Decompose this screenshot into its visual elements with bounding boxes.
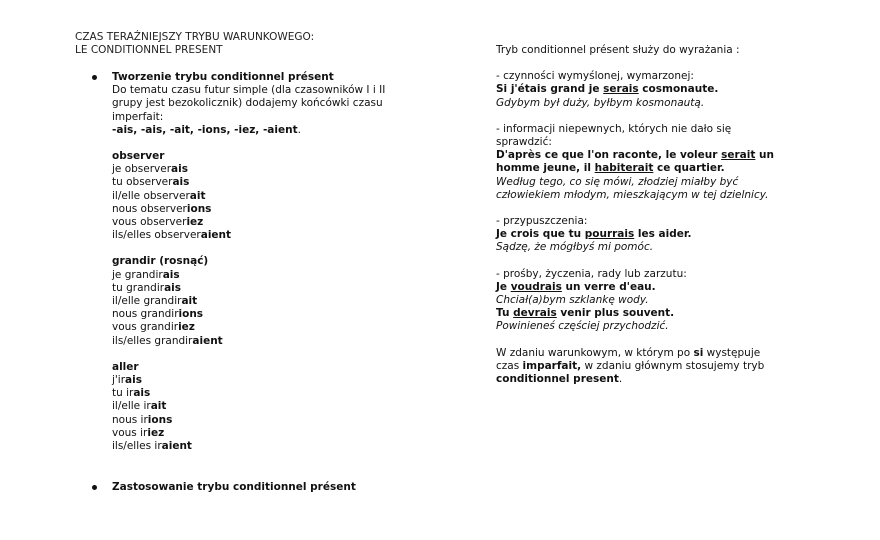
conjugation-row xyxy=(112,427,435,440)
usage-intro: Tryb conditionnel présent służy do wyrażania : xyxy=(496,44,740,56)
conjugation-stem: ils/elles observer xyxy=(112,229,201,242)
conjugation-stem: nous ir xyxy=(112,413,148,426)
conjugation-ending: aient xyxy=(200,229,232,242)
conjugation-row xyxy=(112,440,435,453)
conjugation-stem: il/elle ir xyxy=(112,400,151,413)
conjugation-row xyxy=(112,216,435,229)
conjugation-ending: ais xyxy=(162,268,180,281)
formation-text-line-2: grupy jest bezokolicznik) dodajemy końcówki czasu xyxy=(112,97,383,110)
conjugation-stem: tu observer xyxy=(112,176,173,189)
usage-2-label-line-2: sprawdzić: xyxy=(496,136,552,149)
usage-3-translation-pl: Sądzę, że mógłbyś mi pomóc. xyxy=(496,241,654,254)
bullet-usage xyxy=(75,481,435,494)
bullet-dot-icon xyxy=(92,75,97,80)
endings-period: . xyxy=(297,123,301,136)
conjugation-stem: vous grandir xyxy=(112,321,179,334)
conjugation-ending: aient xyxy=(192,334,223,347)
conjugation-ending: aient xyxy=(161,440,192,453)
underlined-verb: habiterait xyxy=(594,162,654,175)
conjugation-row xyxy=(112,269,435,282)
formation-text-line-1: Do tematu czasu futur simple (dla czasowników I i II xyxy=(112,84,386,97)
conjugation-row xyxy=(112,229,435,242)
conjugation-ending: ais xyxy=(164,281,182,294)
underlined-verb: serait xyxy=(721,149,756,162)
left-column xyxy=(75,31,435,494)
usage-4-translation-pl-1: Chciał(a)bym szklankę wody. xyxy=(496,294,649,307)
conjugation-ending: ais xyxy=(125,374,142,387)
usage-2-example-fr-line-1: D'après ce que l'on raconte, le voleur serait un xyxy=(496,149,774,162)
conjugation-row xyxy=(112,400,435,413)
conjugation-tables xyxy=(75,137,435,453)
usage-2-translation-pl-line-1: Według tego, co się mówi, złodziej miałby być xyxy=(496,175,739,188)
bullet-formation-title: Tworzenie trybu conditionnel présent xyxy=(112,71,334,83)
conjugation-stem: nous grandir xyxy=(112,308,179,321)
usage-1-label: - czynności wymyślonej, wymarzonej: xyxy=(496,70,694,83)
conjugation-stem: tu ir xyxy=(112,387,134,400)
endings-line xyxy=(112,124,435,137)
conjugation-ending: ais xyxy=(133,387,151,400)
conjugation-ending: ais xyxy=(171,163,188,176)
usage-3-example-fr: Je crois que tu pourrais les aider. xyxy=(496,228,692,241)
usage-1-translation-pl: Gdybym był duży, byłbym kosmonautą. xyxy=(496,96,705,109)
bullet-usage-title: Zastosowanie trybu conditionnel présent xyxy=(112,481,356,494)
conjugation-row xyxy=(112,335,435,348)
usage-3-label: - przypuszczenia: xyxy=(496,215,588,228)
conjugation-stem: vous observer xyxy=(112,216,187,229)
usage-4-label: - prośby, życzenia, rady lub zarzutu: xyxy=(496,267,687,280)
conjugation-stem: il/elle observer xyxy=(112,189,190,202)
document-title-line-2: LE CONDITIONNEL PRESENT xyxy=(75,44,223,56)
conjugation-row xyxy=(112,282,435,295)
conjugation-row xyxy=(112,176,435,189)
conjugation-row xyxy=(112,163,435,176)
conjugation-row xyxy=(112,308,435,321)
conjugation-ending: iez xyxy=(178,321,195,334)
conjugation-stem: nous observer xyxy=(112,202,187,215)
underlined-verb: devrais xyxy=(513,307,557,320)
conjugation-ending: iez xyxy=(186,216,204,229)
underlined-verb: voudrais xyxy=(510,280,562,293)
usage-1-example-fr: Si j'étais grand je serais cosmonaute. xyxy=(496,83,719,96)
conjugation-row xyxy=(112,203,435,216)
usage-2-label-line-1: - informacji niepewnych, których nie dało się xyxy=(496,122,732,135)
conjugation-row xyxy=(112,295,435,308)
document-title-line-1: CZAS TERAŹNIEJSZY TRYBU WARUNKOWEGO: xyxy=(75,31,315,43)
usage-2-translation-pl-line-2: człowiekiem młodym, mieszkającym w tej dzielnicy. xyxy=(496,188,769,201)
conjugation-stem: j'ir xyxy=(112,374,126,387)
conjugation-stem: vous ir xyxy=(112,426,148,439)
bullet-formation xyxy=(75,71,435,137)
right-column xyxy=(496,44,826,386)
conjugation-row xyxy=(112,414,435,427)
conjugation-stem: ils/elles ir xyxy=(112,440,162,453)
conjugation-ending: iez xyxy=(147,426,165,439)
conjugation-ending: ait xyxy=(189,189,206,202)
endings-list: -ais, -ais, -ait, -ions, -iez, -aient xyxy=(112,123,298,136)
formation-text-line-3: imperfait: xyxy=(112,110,164,123)
bullet-dot-icon xyxy=(92,485,97,490)
verb-header: grandir (rosnąć) xyxy=(112,255,209,268)
conjugation-stem: il/elle grandir xyxy=(112,295,182,308)
conditional-rule-line-3: conditionnel present. xyxy=(496,373,623,386)
usage-2-example-fr-line-2: homme jeune, il habiterait ce quartier. xyxy=(496,162,725,175)
conjugation-row xyxy=(112,321,435,334)
conjugation-ending: ait xyxy=(181,295,198,308)
conjugation-row xyxy=(112,190,435,203)
usage-4-translation-pl-2: Powinieneś częściej przychodzić. xyxy=(496,320,669,333)
conjugation-stem: je observer xyxy=(112,163,172,176)
verb-header: aller xyxy=(112,360,139,373)
conjugation-ending: ions xyxy=(186,202,212,215)
conjugation-ending: ait xyxy=(150,400,167,413)
usage-4-example-fr-1: Je voudrais un verre d'eau. xyxy=(496,280,656,293)
conjugation-row xyxy=(112,374,435,387)
conjugation-stem: tu grandir xyxy=(112,281,165,294)
usage-4-example-fr-2: Tu devrais venir plus souvent. xyxy=(496,307,675,320)
conjugation-stem: je grandir xyxy=(112,268,163,281)
conditional-rule-line-2: czas imparfait, w zdaniu głównym stosujemy tryb xyxy=(496,359,765,372)
underlined-verb: pourrais xyxy=(584,228,635,241)
conjugation-row xyxy=(112,387,435,400)
verb-header: observer xyxy=(112,150,165,163)
underlined-verb: serais xyxy=(603,83,639,96)
conjugation-ending: ais xyxy=(172,176,190,189)
conjugation-stem: ils/elles grandir xyxy=(112,334,193,347)
conjugation-ending: ions xyxy=(147,413,173,426)
conditional-rule-line-1: W zdaniu warunkowym, w którym po si występuje xyxy=(496,346,761,359)
conjugation-ending: ions xyxy=(178,308,204,321)
